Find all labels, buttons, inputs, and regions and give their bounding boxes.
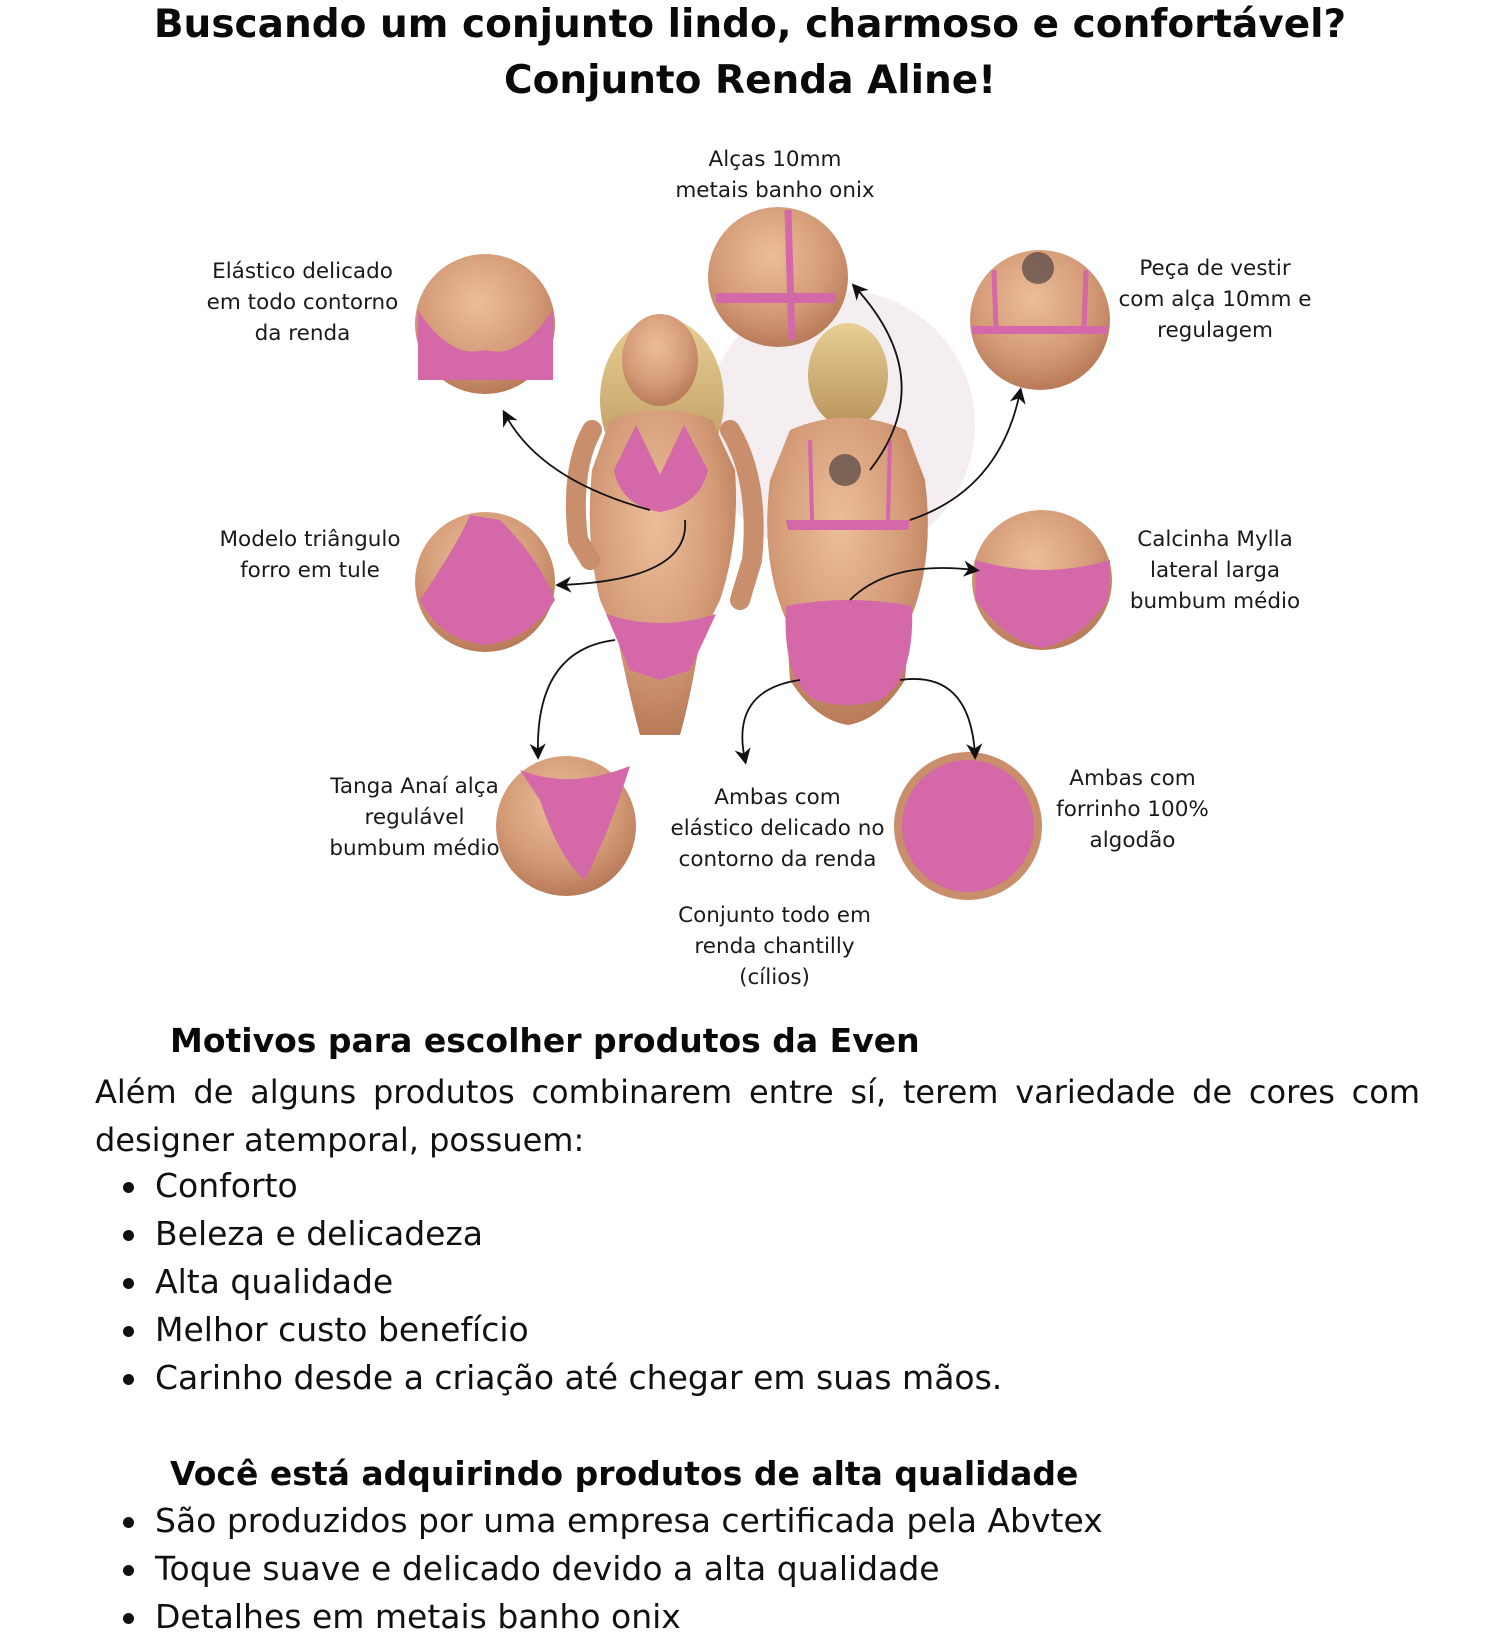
list-item: Alta qualidade [95, 1258, 1002, 1306]
quality-heading: Você está adquirindo produtos de alta qualidade [170, 1454, 1079, 1493]
list-item: Toque suave e delicado devido a alta qualidade [95, 1545, 1103, 1593]
detail-back-image [970, 250, 1110, 390]
detail-elastic-image [415, 254, 555, 394]
detail-straps-image [708, 207, 848, 347]
bullet-icon [123, 1374, 134, 1385]
caption-straps: Alças 10mm metais banho onix [675, 147, 875, 203]
bullet-icon [123, 1565, 134, 1576]
caption-cotton: Ambas com forrinho 100% algodão [1056, 766, 1209, 853]
caption-lace: Conjunto todo em renda chantilly (cílios) [678, 903, 871, 990]
bullet-icon [123, 1230, 134, 1241]
list-item: Conforto [95, 1162, 1002, 1210]
page-title-line-2: Conjunto Renda Aline! [503, 58, 997, 103]
caption-tanga: Tanga Anaí alça regulável bumbum médio [329, 774, 500, 861]
list-item: Detalhes em metais banho onix [95, 1593, 1103, 1641]
reasons-heading: Motivos para escolher produtos da Even [170, 1021, 920, 1060]
detail-panty-mylla-image [972, 510, 1112, 650]
detail-tanga-image [496, 756, 636, 896]
quality-list [95, 1497, 1103, 1641]
caption-back: Peça de vestir com alça 10mm e regulagem [1118, 256, 1312, 343]
bullet-icon [123, 1517, 134, 1528]
detail-triangle-image [415, 512, 555, 652]
caption-triangle: Modelo triângulo forro em tule [219, 527, 401, 583]
bullet-icon [123, 1326, 134, 1337]
list-item: Melhor custo benefício [95, 1306, 1002, 1354]
page-title-line-1: Buscando um conjunto lindo, charmoso e confortável? [153, 2, 1347, 47]
caption-both-elastic: Ambas com elástico delicado no contorno da renda [670, 785, 885, 872]
bullet-icon [123, 1613, 134, 1624]
detail-cotton-image [898, 756, 1038, 896]
list-item: Beleza e delicadeza [95, 1210, 1002, 1258]
reasons-list [95, 1162, 1002, 1402]
list-item: Carinho desde a criação até chegar em suas mãos. [95, 1354, 1002, 1402]
bullet-icon [123, 1278, 134, 1289]
caption-elastic: Elástico delicado em todo contorno da renda [206, 259, 399, 346]
list-item: São produzidos por uma empresa certificada pela Abvtex [95, 1497, 1103, 1545]
caption-panty-mylla: Calcinha Mylla lateral larga bumbum médio [1129, 527, 1301, 614]
reasons-paragraph: Além de alguns produtos combinarem entre sí, terem variedade de cores com designer atemporal, possuem: [95, 1073, 1420, 1159]
bullet-icon [123, 1182, 134, 1193]
